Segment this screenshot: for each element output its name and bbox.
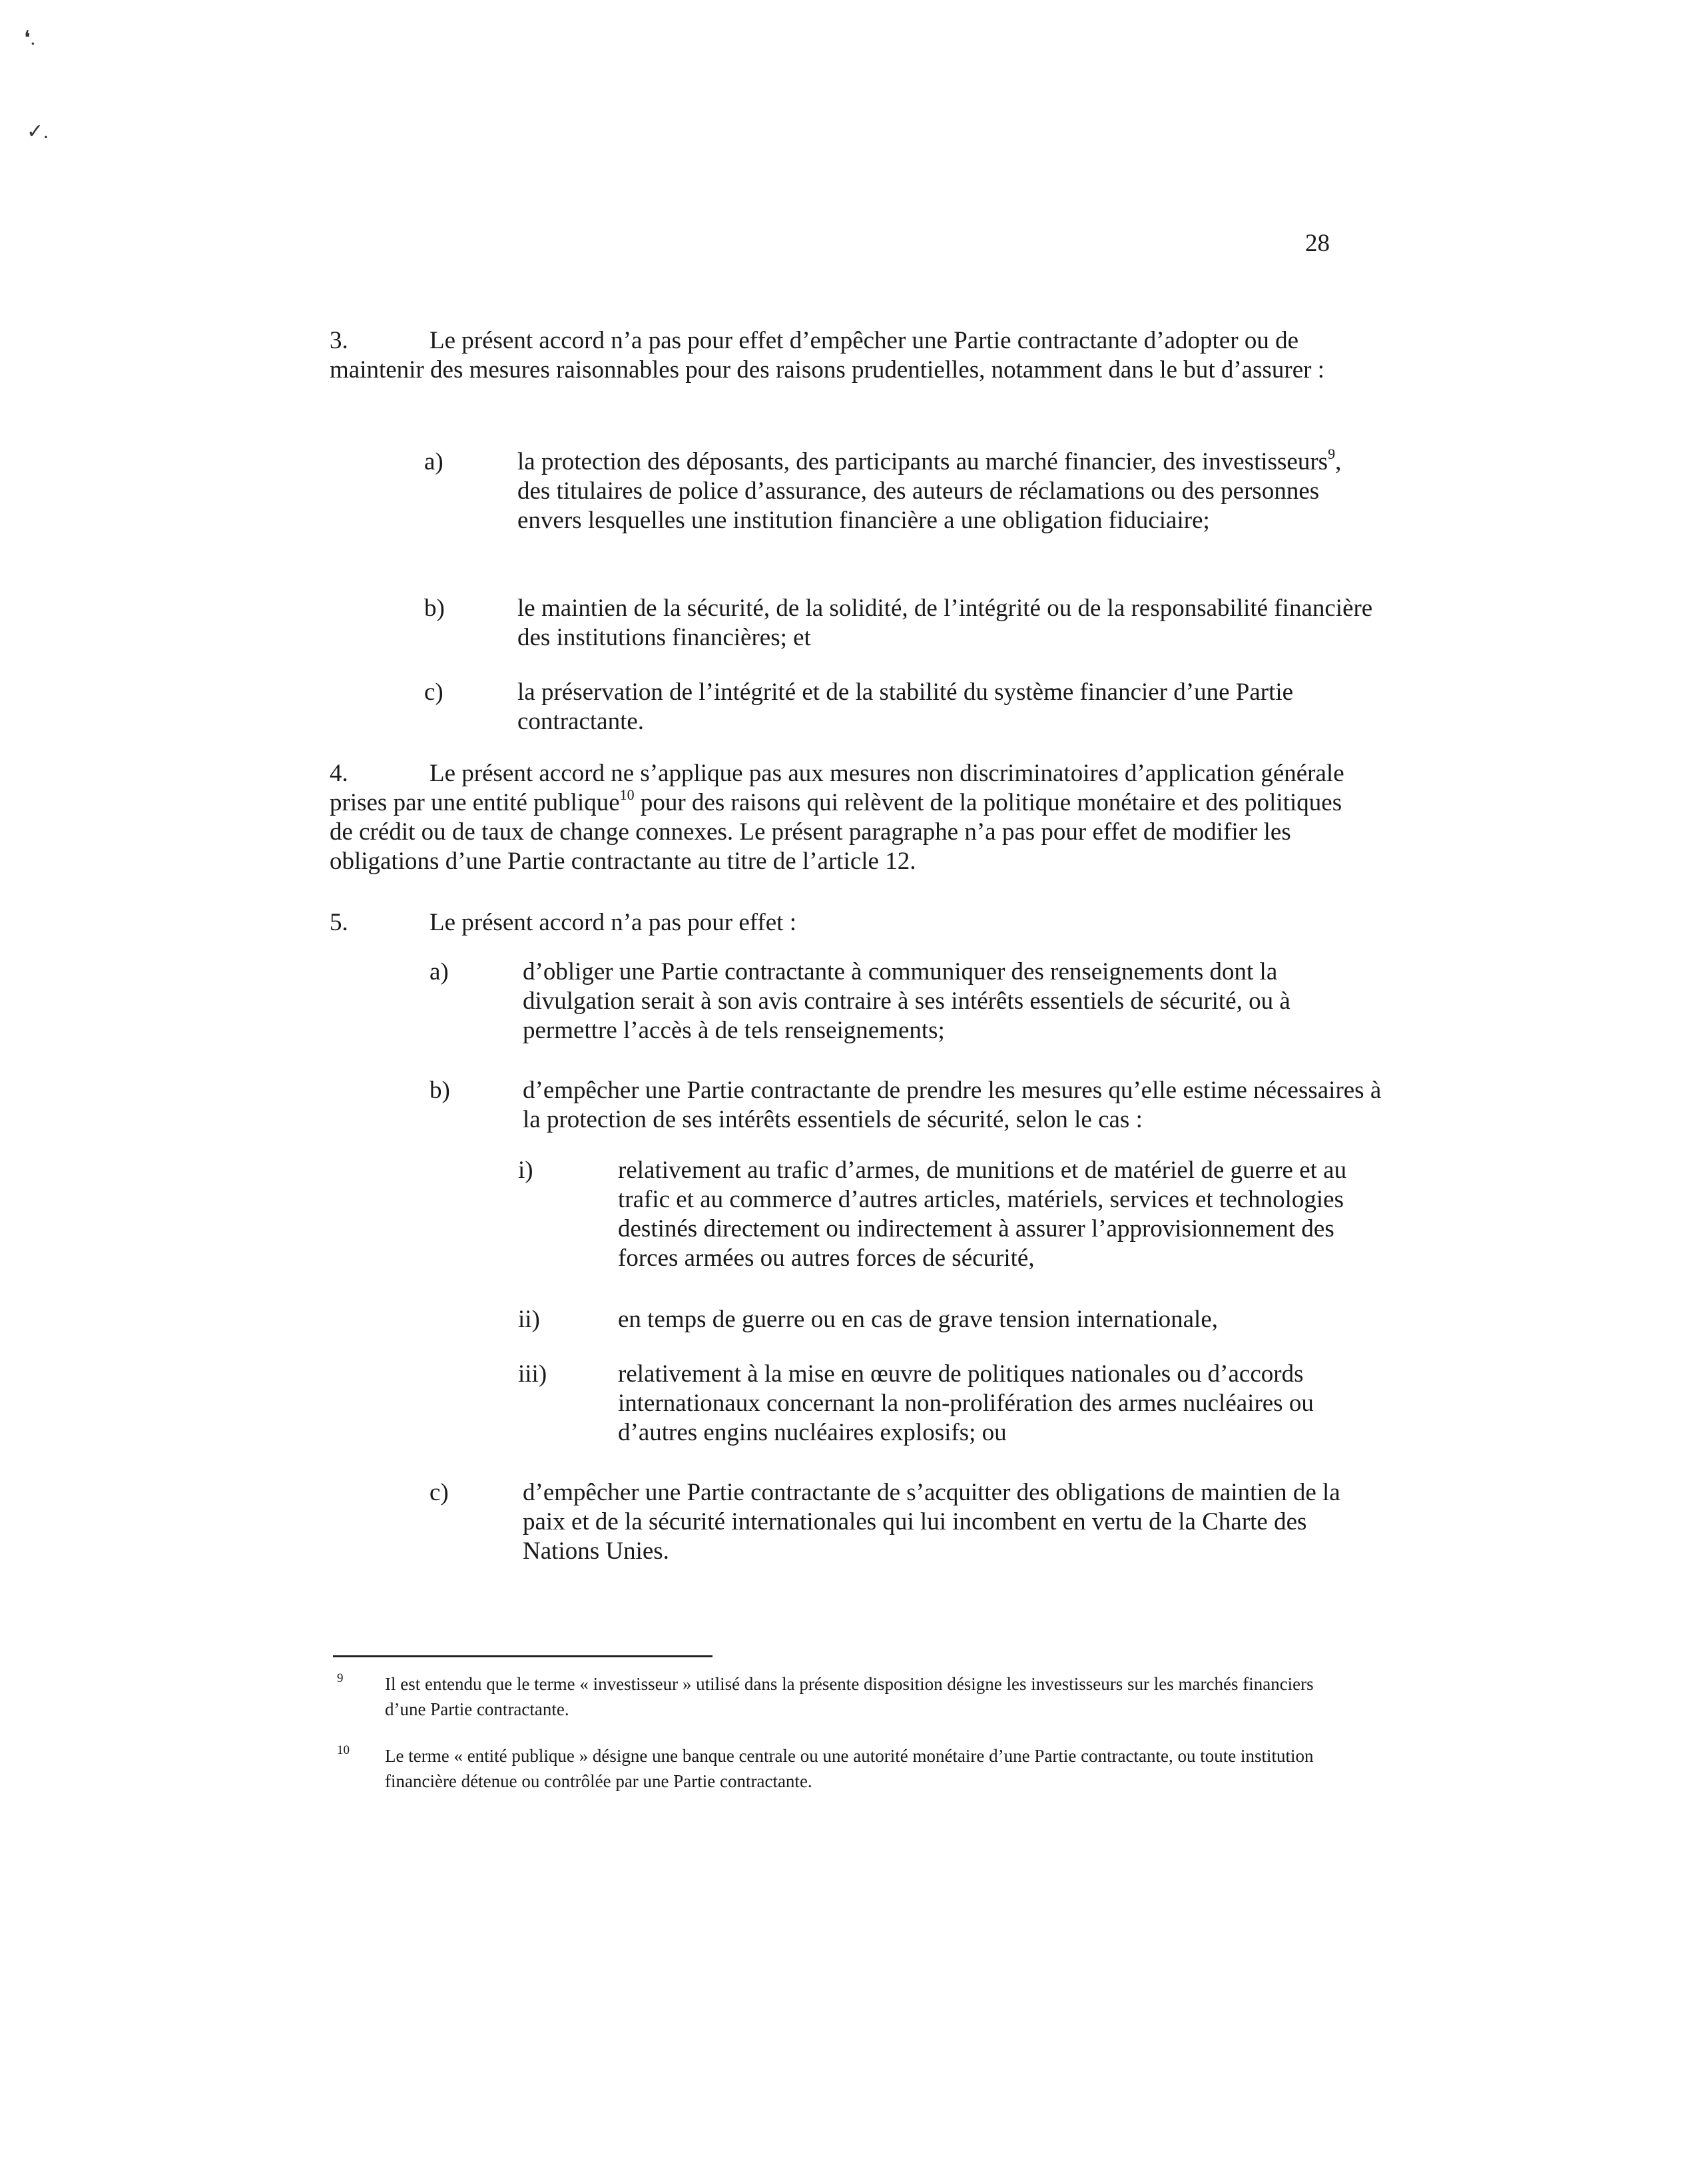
subitem-text: relativement à la mise en œuvre de politiques nationales ou d’accords internationaux concernant la non-prolifération des armes nucléaires ou d’autres engins nucléaires explosifs; ou [618, 1360, 1314, 1446]
footnote-text: Le terme « entité publique » désigne une banque centrale ou une autorité monétaire d’une Partie contractante, ou toute institution financière détenue ou contrôlée par une Partie contractante. [385, 1746, 1314, 1791]
footnote-text: Il est entendu que le terme « investisseur » utilisé dans la présente disposition désigne les investisseurs sur les marchés financiers d’une Partie contractante. [385, 1674, 1314, 1719]
paragraph-number: 5. [330, 909, 348, 936]
item-text: la protection des déposants, des participants au marché financier, des investisseurs [517, 448, 1328, 475]
scan-speck: ❛. [24, 27, 36, 49]
footnote-separator [333, 1655, 712, 1657]
footnote-ref-10: 10 [619, 786, 635, 803]
paragraph-5-item-a [429, 957, 1382, 1045]
paragraph-text: Le présent accord n’a pas pour effet : [429, 909, 796, 936]
page-number: 28 [1305, 230, 1330, 257]
paragraph-3-item-b [424, 594, 1376, 653]
item-label: c) [429, 1479, 449, 1506]
scan-speck: ✓. [27, 121, 49, 142]
subitem-label: iii) [518, 1360, 547, 1388]
item-label: a) [429, 958, 449, 985]
paragraph-4 [330, 759, 1368, 876]
item-text: d’empêcher une Partie contractante de prendre les mesures qu’elle estime nécessaires à la protection de ses intérêts essentiels de sécurité, selon le cas : [523, 1077, 1382, 1133]
paragraph-5-item-b [429, 1076, 1382, 1135]
item-label: b) [424, 595, 445, 622]
paragraph-5-item-b-subitem-i [518, 1156, 1370, 1273]
item-label: c) [424, 679, 443, 706]
paragraph-5-item-c [429, 1478, 1382, 1566]
subitem-label: ii) [518, 1306, 540, 1333]
subitem-label: i) [518, 1157, 533, 1184]
paragraph-text: Le présent accord ne s’applique pas aux mesures non discriminatoires d’application générale prises par une entité publique [330, 760, 1344, 816]
paragraph-3-item-a [424, 445, 1376, 535]
paragraph-text: Le présent accord n’a pas pour effet d’empêcher une Partie contractante d’adopter ou de maintenir des mesures raisonnables pour des raisons prudentielles, notamment dans le but d’assurer : [330, 327, 1325, 384]
footnote-ref-9: 9 [1328, 445, 1336, 462]
item-text: d’obliger une Partie contractante à communiquer des renseignements dont la divulgation serait à son avis contraire à ses intérêts essentiels de sécurité, ou à permettre l’accès à de tels renseignements; [523, 958, 1290, 1044]
item-label: b) [429, 1077, 450, 1104]
subitem-text: relativement au trafic d’armes, de munitions et de matériel de guerre et au trafic et au commerce d’autres articles, matériels, services et technologies destinés directement ou indirectement à assurer l’approvisionnement des forces armées ou autres forces de sécurité, [618, 1157, 1347, 1272]
paragraph-text-continued: pour des raisons qui relèvent de la politique monétaire et des politiques de crédit ou de taux de change connexes. Le présent paragraphe n’a pas pour effet de modifier les obligations d’une Partie contractante au titre de l’article 12. [330, 789, 1342, 875]
footnote-number: 9 [337, 1671, 344, 1685]
paragraph-number: 3. [330, 327, 348, 354]
footnote-9 [337, 1671, 1330, 1722]
paragraph-5-item-b-subitem-iii [518, 1360, 1370, 1448]
paragraph-5-item-b-subitem-ii [518, 1305, 1370, 1334]
paragraph-5 [330, 908, 1368, 938]
item-text: la préservation de l’intégrité et de la stabilité du système financier d’une Partie contractante. [517, 679, 1294, 735]
paragraph-3-item-c [424, 678, 1376, 736]
paragraph-3 [330, 326, 1368, 385]
subitem-text: en temps de guerre ou en cas de grave tension internationale, [618, 1306, 1219, 1333]
paragraph-number: 4. [330, 760, 348, 787]
footnote-number: 10 [337, 1743, 350, 1757]
item-label: a) [424, 448, 443, 475]
footnote-10 [337, 1743, 1330, 1794]
item-text: le maintien de la sécurité, de la solidité, de l’intégrité ou de la responsabilité financière des institutions financières; et [517, 595, 1373, 651]
item-text: d’empêcher une Partie contractante de s’acquitter des obligations de maintien de la paix et de la sécurité internationales qui lui incombent en vertu de la Charte des Nations Unies. [523, 1479, 1340, 1565]
item-text-continued: , des titulaires de police d’assurance, des auteurs de réclamations ou des personnes envers lesquelles une institution financière a une obligation fiduciaire; [517, 448, 1342, 534]
